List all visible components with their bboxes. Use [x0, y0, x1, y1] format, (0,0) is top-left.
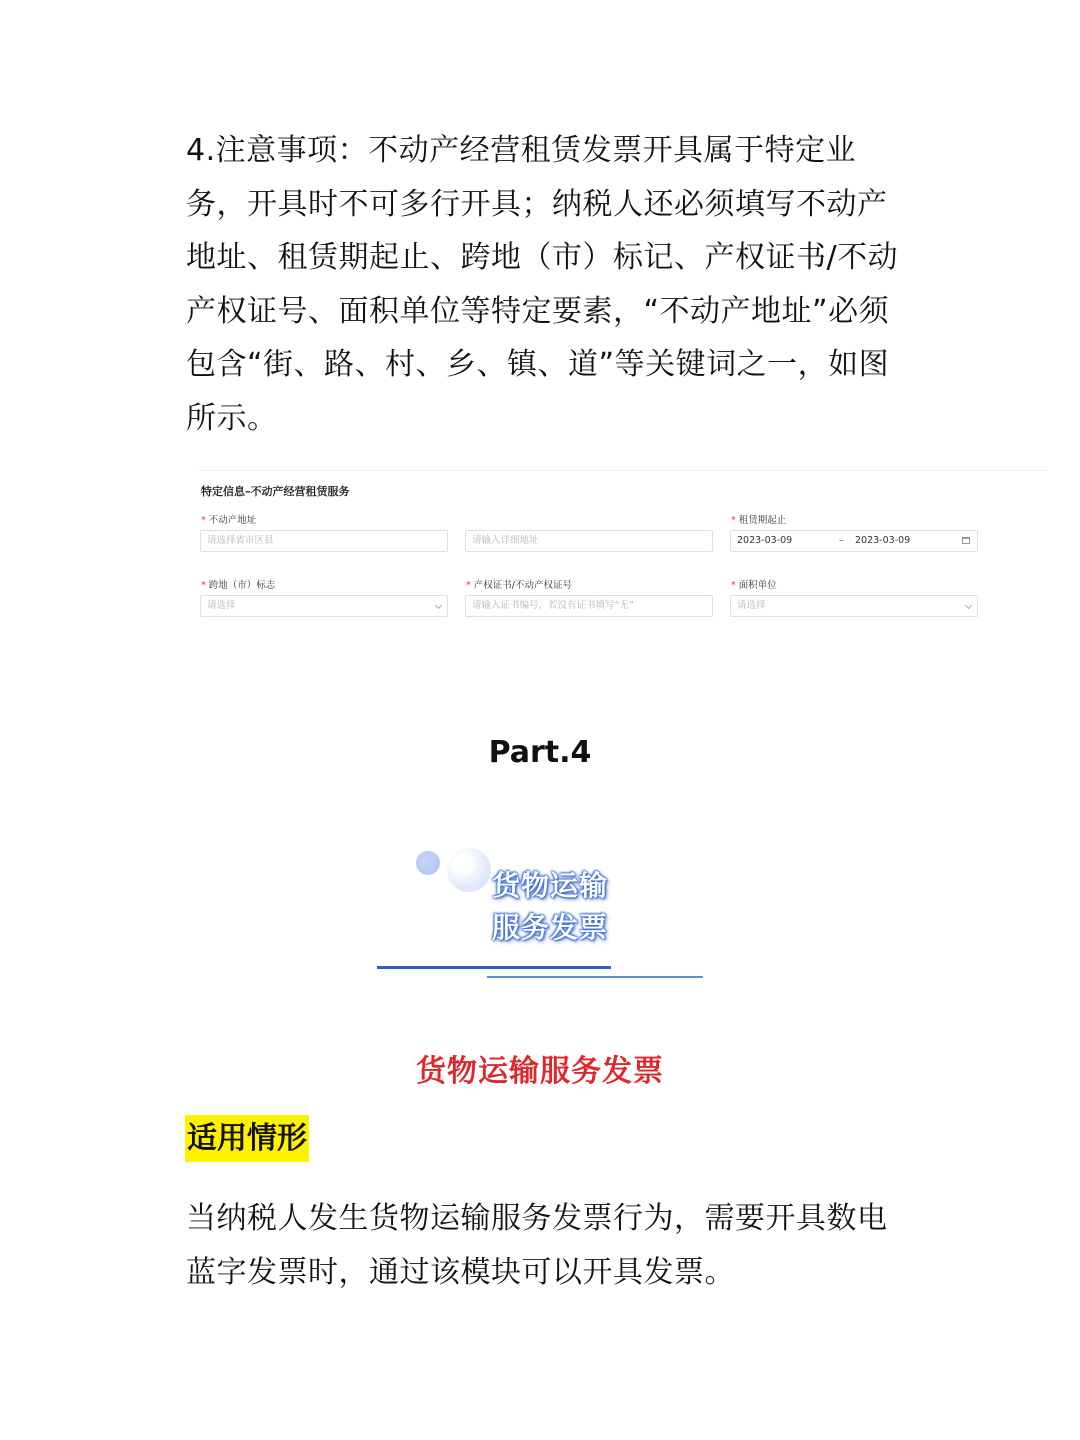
section-logo — [370, 840, 710, 990]
required-mark: * — [731, 580, 736, 591]
notice-paragraph: 4.注意事项：不动产经营租赁发票开具属于特定业务，开具时不可多行开具；纳税人还必须填写不动产地址、租赁期起止、跨地（市）标记、产权证书/不动产权证号、面积单位等特定要素，“不动产地址”必须包含“街、路、村、乡、镇、道”等关键词之一，如图所示。 — [186, 133, 899, 436]
logo-underline-secondary — [487, 976, 703, 978]
cross-city-select[interactable] — [200, 595, 448, 617]
required-mark: * — [201, 515, 206, 526]
cert-number-input[interactable]: 请输入证书编号，若没有证书填写“无” — [465, 595, 713, 617]
large-circle-decoration — [447, 848, 491, 892]
small-circle-decoration — [416, 851, 440, 875]
address-region-select[interactable]: 请选择省市区县 — [200, 530, 448, 552]
address-label-text: 不动产地址 — [208, 515, 257, 526]
chevron-down-icon — [435, 602, 442, 609]
cert-number-label — [466, 577, 572, 591]
area-unit-label — [731, 577, 777, 591]
address-detail-input[interactable]: 请输入详细地址 — [465, 530, 713, 552]
highlighted-heading: 适用情形 — [185, 1115, 309, 1162]
lease-period-label — [731, 512, 786, 526]
area-unit-select[interactable] — [730, 595, 978, 617]
logo-text-line1: 货物运输 — [492, 869, 609, 902]
address-label — [201, 512, 256, 526]
calendar-icon[interactable] — [962, 537, 970, 544]
required-mark: * — [466, 580, 471, 591]
lease-period-label-text: 租赁期起止 — [738, 515, 787, 526]
cross-city-label-text: 跨地（市）标志 — [208, 580, 276, 591]
specific-info-form — [198, 470, 1048, 630]
lease-separator: – — [839, 535, 844, 546]
cross-city-placeholder: 请选择 — [207, 600, 236, 611]
lease-start-date: 2023-03-09 — [737, 535, 793, 546]
lease-period-range[interactable] — [730, 530, 978, 552]
lease-end-date: 2023-03-09 — [855, 535, 911, 546]
logo-underline-primary — [377, 966, 611, 969]
description-paragraph: 当纳税人发生货物运输服务发票行为，需要开具数电蓝字发票时，通过该模块可以开具发票。 — [186, 1201, 888, 1290]
area-unit-label-text: 面积单位 — [738, 580, 777, 591]
form-divider — [198, 470, 1048, 471]
required-mark: * — [201, 580, 206, 591]
part-heading: Part.4 — [488, 735, 592, 770]
chevron-down-icon — [965, 602, 972, 609]
section-title: 货物运输服务发票 — [416, 1054, 664, 1089]
cross-city-label — [201, 577, 275, 591]
required-mark: * — [731, 515, 736, 526]
area-unit-placeholder: 请选择 — [737, 600, 766, 611]
cert-number-label-text: 产权证书/不动产权证号 — [473, 580, 572, 591]
logo-text-line2: 服务发票 — [492, 911, 609, 944]
form-title: 特定信息–不动产经营租赁服务 — [201, 485, 350, 498]
